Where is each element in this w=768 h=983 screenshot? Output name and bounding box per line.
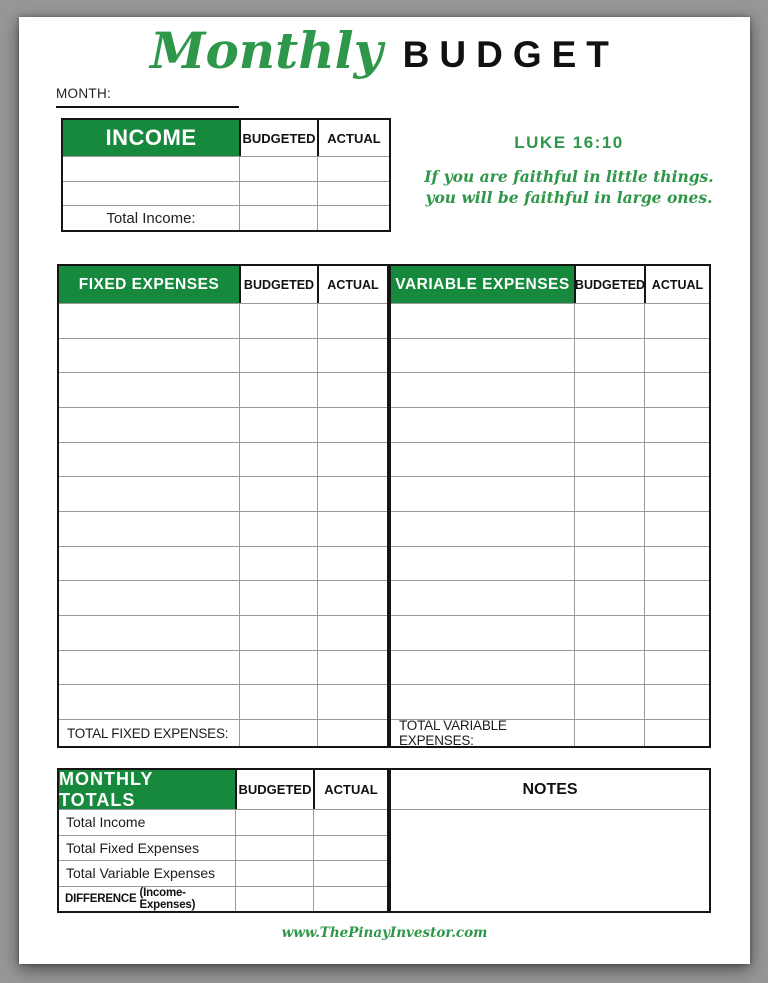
- item-cell: [63, 182, 239, 206]
- item-cell: [391, 547, 574, 581]
- actual-cell: [644, 304, 709, 338]
- budgeted-cell: [574, 512, 644, 546]
- actual-cell: [317, 304, 387, 338]
- item-cell: [59, 581, 239, 615]
- blank-entry-row: [59, 477, 387, 512]
- blank-entry-row: [59, 408, 387, 443]
- difference-label: [59, 887, 235, 912]
- budgeted-cell: [239, 408, 317, 442]
- fixed-expenses-table: [57, 264, 389, 748]
- monthly-totals-header-cell: MONTHLY TOTALS: [59, 770, 235, 809]
- variable-expenses-body: [391, 304, 709, 720]
- item-cell: [63, 157, 239, 181]
- blank-entry-row: [391, 408, 709, 443]
- blank-entry-row: [391, 685, 709, 720]
- bible-verse: [419, 133, 719, 209]
- notes-header: NOTES: [391, 770, 709, 810]
- actual-cell: [317, 408, 387, 442]
- income-actual-header: ACTUAL: [317, 120, 389, 156]
- item-cell: [391, 443, 574, 477]
- actual-cell: [644, 685, 709, 719]
- variable-total-row: [391, 720, 709, 746]
- blank-entry-row: [59, 512, 387, 547]
- blank-entry-row: [391, 339, 709, 374]
- budgeted-cell: [574, 304, 644, 338]
- budgeted-cell: [239, 339, 317, 373]
- item-cell: [391, 685, 574, 719]
- total-variable-budgeted-cell: [235, 861, 313, 886]
- title-script-monthly: Monthly: [150, 21, 383, 80]
- actual-cell: [317, 182, 389, 206]
- variable-total-budgeted-cell: [574, 720, 644, 746]
- notes-area: [391, 810, 709, 911]
- actual-cell: [644, 616, 709, 650]
- income-total-row: [63, 206, 389, 230]
- total-variable-label: Total Variable Expenses: [66, 865, 216, 882]
- budgeted-cell: [239, 547, 317, 581]
- total-variable-row: [59, 861, 387, 887]
- difference-row: [59, 887, 387, 912]
- website-url: www.ThePinayInvestor.com: [281, 925, 488, 941]
- blank-entry-row: [59, 443, 387, 478]
- notes-box: [389, 768, 711, 913]
- actual-cell: [317, 512, 387, 546]
- blank-entry-row: [391, 547, 709, 582]
- budgeted-cell: [239, 373, 317, 407]
- budgeted-cell: [574, 581, 644, 615]
- item-cell: [391, 512, 574, 546]
- variable-actual-header: ACTUAL: [644, 266, 709, 303]
- item-cell: [391, 339, 574, 373]
- budgeted-cell: [574, 443, 644, 477]
- fixed-total-actual-cell: [317, 720, 387, 746]
- actual-cell: [317, 339, 387, 373]
- total-fixed-actual-cell: [313, 836, 387, 861]
- blank-entry-row: [59, 685, 387, 720]
- total-fixed-row: [59, 836, 387, 862]
- budgeted-cell: [574, 408, 644, 442]
- blank-entry-row: [59, 547, 387, 582]
- actual-cell: [644, 581, 709, 615]
- item-cell: [59, 443, 239, 477]
- blank-entry-row: [63, 182, 389, 207]
- budgeted-cell: [239, 443, 317, 477]
- item-cell: [59, 547, 239, 581]
- total-variable-actual-cell: [313, 861, 387, 886]
- verse-reference: LUKE 16:10: [514, 133, 624, 152]
- variable-expenses-header-cell: VARIABLE EXPENSES: [391, 266, 574, 303]
- difference-label-paren: (Income-Expenses): [139, 886, 196, 911]
- actual-cell: [644, 443, 709, 477]
- blank-entry-row: [391, 616, 709, 651]
- actual-cell: [644, 512, 709, 546]
- budget-sheet: [19, 17, 750, 964]
- actual-cell: [317, 443, 387, 477]
- item-cell: [59, 685, 239, 719]
- actual-cell: [317, 651, 387, 685]
- budgeted-cell: [239, 157, 317, 181]
- difference-label-main: DIFFERENCE: [65, 892, 137, 905]
- budgeted-cell: [239, 651, 317, 685]
- difference-actual-cell: [313, 887, 387, 912]
- item-cell: [59, 339, 239, 373]
- fixed-expenses-body: [59, 304, 387, 720]
- item-cell: [391, 408, 574, 442]
- blank-entry-row: [391, 373, 709, 408]
- item-cell: [391, 581, 574, 615]
- blank-entry-row: [59, 581, 387, 616]
- income-table-body: [63, 157, 389, 206]
- actual-cell: [317, 616, 387, 650]
- actual-cell: [317, 477, 387, 511]
- fixed-total-row: [59, 720, 387, 746]
- month-field: [56, 85, 239, 108]
- budgeted-cell: [574, 685, 644, 719]
- blank-entry-row: [63, 157, 389, 182]
- item-cell: [391, 616, 574, 650]
- verse-line-2: you will be faithful in large ones.: [425, 187, 713, 207]
- fixed-actual-header: ACTUAL: [317, 266, 387, 303]
- total-fixed-label: Total Fixed Expenses: [66, 839, 200, 856]
- budgeted-cell: [574, 616, 644, 650]
- budgeted-cell: [239, 581, 317, 615]
- blank-entry-row: [391, 581, 709, 616]
- item-cell: [59, 408, 239, 442]
- budgeted-cell: [574, 547, 644, 581]
- income-total-budgeted-cell: [239, 206, 317, 230]
- verse-text: [419, 167, 719, 209]
- budgeted-cell: [574, 373, 644, 407]
- blank-entry-row: [59, 616, 387, 651]
- fixed-expenses-header-cell: FIXED EXPENSES: [59, 266, 239, 303]
- actual-cell: [644, 339, 709, 373]
- item-cell: [59, 651, 239, 685]
- actual-cell: [317, 157, 389, 181]
- blank-entry-row: [59, 304, 387, 339]
- fixed-expenses-header: [59, 266, 387, 304]
- budgeted-cell: [239, 477, 317, 511]
- actual-cell: [317, 685, 387, 719]
- item-cell: [391, 651, 574, 685]
- month-label: MONTH:: [56, 86, 112, 101]
- totals-budgeted-header: BUDGETED: [235, 770, 313, 809]
- income-header-cell: INCOME: [63, 120, 239, 156]
- income-table: [61, 118, 391, 232]
- item-cell: [391, 477, 574, 511]
- total-income-label: Total Income: [66, 814, 146, 831]
- difference-budgeted-cell: [235, 887, 313, 912]
- actual-cell: [317, 547, 387, 581]
- item-cell: [59, 477, 239, 511]
- page-title: [19, 23, 750, 78]
- variable-budgeted-header: BUDGETED: [574, 266, 644, 303]
- actual-cell: [317, 581, 387, 615]
- blank-entry-row: [391, 443, 709, 478]
- monthly-totals-table: [57, 768, 389, 913]
- fixed-total-budgeted-cell: [239, 720, 317, 746]
- blank-entry-row: [391, 477, 709, 512]
- income-budgeted-header: BUDGETED: [239, 120, 317, 156]
- budgeted-cell: [574, 339, 644, 373]
- item-cell: [391, 304, 574, 338]
- blank-entry-row: [391, 304, 709, 339]
- blank-entry-row: [391, 512, 709, 547]
- budgeted-cell: [239, 304, 317, 338]
- blank-entry-row: [59, 651, 387, 686]
- income-total-label: Total Income:: [106, 209, 196, 227]
- blank-entry-row: [59, 373, 387, 408]
- fixed-total-label: TOTAL FIXED EXPENSES:: [67, 725, 229, 741]
- budgeted-cell: [239, 685, 317, 719]
- total-income-budgeted-cell: [235, 810, 313, 835]
- actual-cell: [644, 547, 709, 581]
- actual-cell: [644, 408, 709, 442]
- actual-cell: [317, 373, 387, 407]
- total-income-actual-cell: [313, 810, 387, 835]
- budgeted-cell: [574, 477, 644, 511]
- monthly-totals-header: [59, 770, 387, 810]
- actual-cell: [644, 477, 709, 511]
- budgeted-cell: [239, 182, 317, 206]
- budgeted-cell: [574, 651, 644, 685]
- blank-entry-row: [59, 339, 387, 374]
- total-fixed-budgeted-cell: [235, 836, 313, 861]
- blank-entry-row: [391, 651, 709, 686]
- budgeted-cell: [239, 512, 317, 546]
- totals-actual-header: ACTUAL: [313, 770, 387, 809]
- variable-total-label: TOTAL VARIABLE EXPENSES:: [399, 718, 507, 748]
- item-cell: [391, 373, 574, 407]
- fixed-budgeted-header: BUDGETED: [239, 266, 317, 303]
- variable-expenses-header: [391, 266, 709, 304]
- verse-line-1: If you are faithful in little things.: [424, 167, 714, 186]
- item-cell: [59, 616, 239, 650]
- actual-cell: [644, 373, 709, 407]
- income-total-actual-cell: [317, 206, 389, 230]
- actual-cell: [644, 651, 709, 685]
- budgeted-cell: [239, 616, 317, 650]
- title-bold-budget: BUDGET: [402, 33, 619, 75]
- total-income-row: [59, 810, 387, 836]
- variable-total-actual-cell: [644, 720, 709, 746]
- income-table-header: [63, 120, 389, 157]
- item-cell: [59, 512, 239, 546]
- item-cell: [59, 373, 239, 407]
- variable-expenses-table: [389, 264, 711, 748]
- item-cell: [59, 304, 239, 338]
